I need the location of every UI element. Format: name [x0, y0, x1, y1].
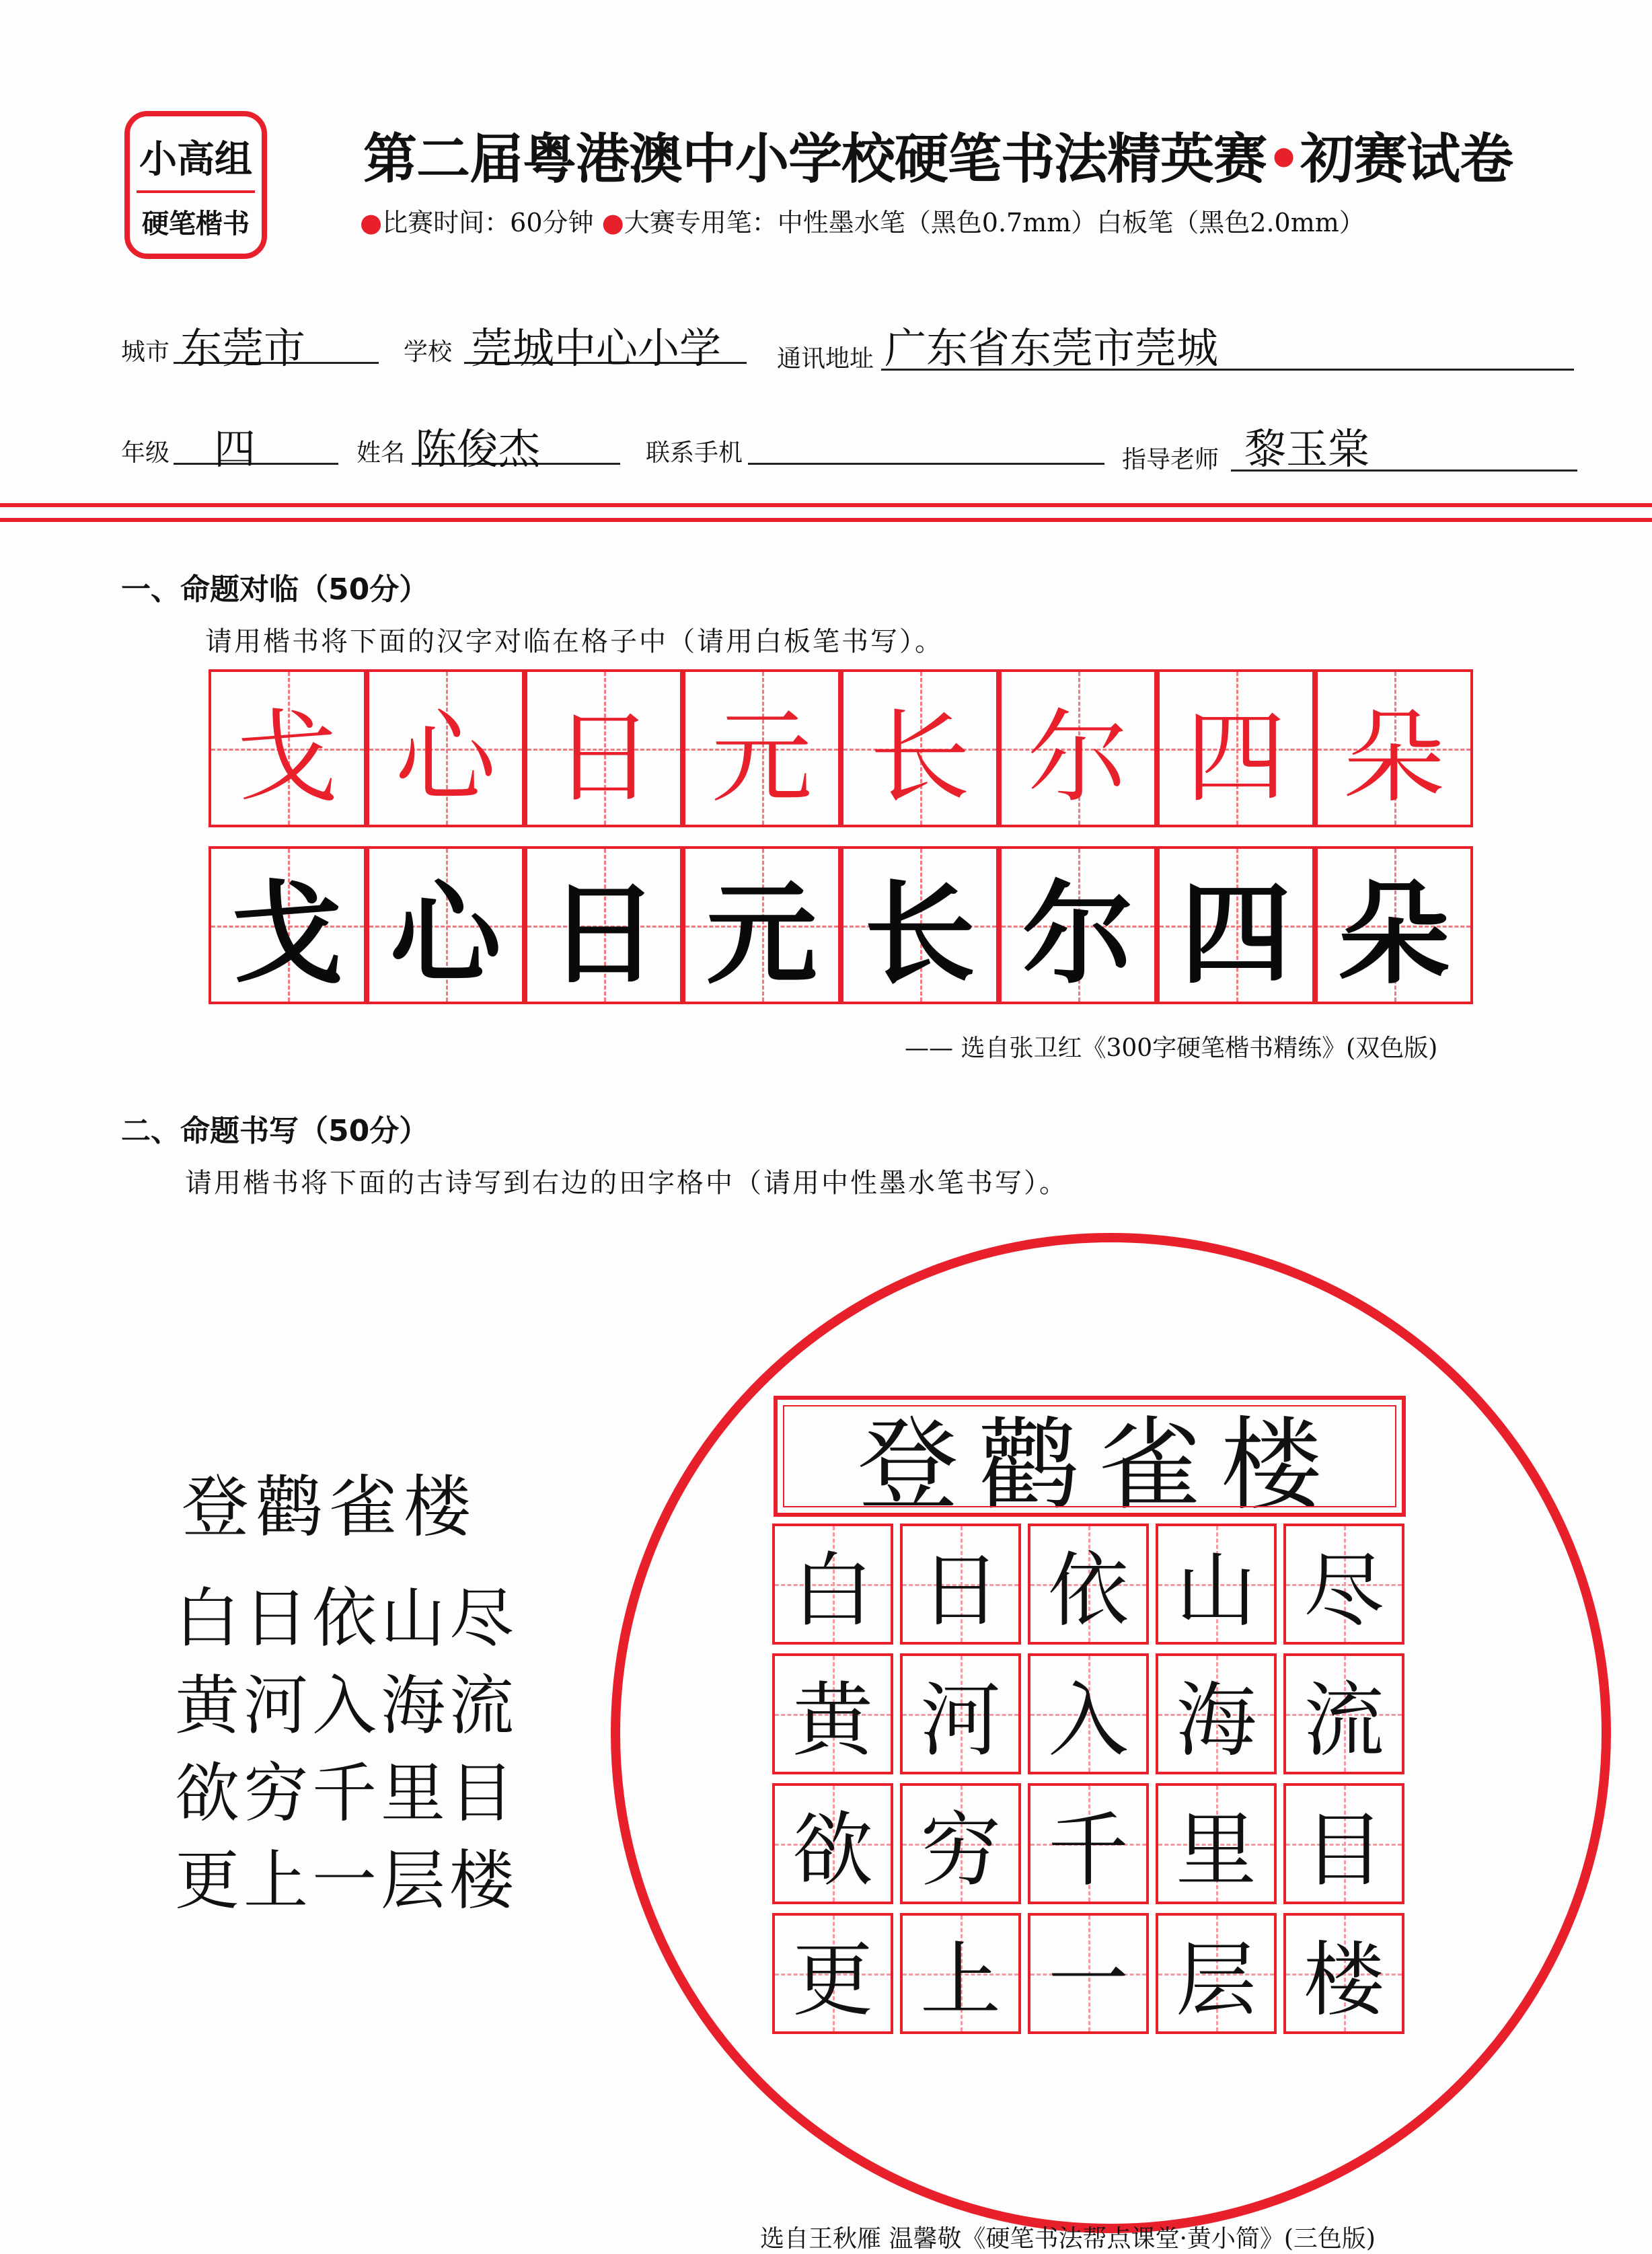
bullet-icon: ●: [360, 208, 383, 237]
model-char: 长: [869, 699, 971, 817]
stamp-group-label: 小高组: [139, 138, 252, 182]
city-field[interactable]: [174, 315, 379, 373]
teacher-value: 黎玉棠: [1244, 424, 1370, 474]
address-label: 通讯地址: [777, 345, 874, 373]
written-char: 欲: [792, 1804, 873, 1898]
written-char: 四: [1180, 870, 1291, 999]
city-value: 东莞市: [180, 324, 306, 373]
name-value: 陈俊杰: [415, 424, 541, 474]
poem-grid-cell[interactable]: [772, 1653, 893, 1774]
bullet-icon: ●: [601, 208, 624, 237]
page-title: [363, 116, 1513, 193]
poem-line: 白日依山尽: [175, 1581, 518, 1656]
written-char: 目: [1304, 1804, 1384, 1898]
written-char: 更: [792, 1934, 873, 2027]
written-char: 元: [706, 870, 817, 999]
written-char-cell[interactable]: [1315, 846, 1473, 1004]
written-char: 上: [920, 1934, 1001, 2027]
written-char: 依: [1048, 1544, 1129, 1638]
time-label: 比赛时间：60分钟: [382, 208, 594, 237]
model-char: 日: [553, 699, 654, 817]
pen-label: 大赛专用笔：中性墨水笔（黑色0.7mm）白板笔（黑色2.0mm）: [624, 208, 1365, 237]
written-char: 尔: [1022, 870, 1133, 999]
written-char-cell[interactable]: [525, 846, 683, 1004]
written-char: 里: [1176, 1804, 1256, 1898]
model-char-cell: [841, 669, 999, 827]
name-field[interactable]: [412, 416, 620, 474]
school-label: 学校: [404, 338, 453, 366]
poem-grid-cell[interactable]: [1156, 1783, 1277, 1904]
school-field[interactable]: [464, 315, 747, 373]
poem-grid-row: [772, 1913, 1411, 2034]
poem-grid-cell[interactable]: [1156, 1653, 1277, 1774]
written-char: 流: [1304, 1674, 1384, 1768]
model-char-cell: [367, 669, 525, 827]
section1-instruction: 请用楷书将下面的汉字对临在格子中（请用白板笔书写）。: [205, 626, 944, 657]
written-char-cell[interactable]: [841, 846, 999, 1004]
model-char: 戈: [237, 699, 338, 817]
poem-grid-cell[interactable]: [1028, 1913, 1149, 2034]
grade-field[interactable]: [174, 416, 338, 474]
written-char: 层: [1176, 1934, 1256, 2027]
model-char: 朵: [1343, 699, 1445, 817]
grade-label: 年级: [121, 439, 170, 467]
school-value: 莞城中心小学: [471, 324, 722, 373]
written-char: 白: [792, 1544, 873, 1638]
poem-grid-cell[interactable]: [1028, 1783, 1149, 1904]
model-char-cell: [999, 669, 1157, 827]
written-char: 尽: [1304, 1544, 1384, 1638]
section2-source-credit: 选自王秋雁 温馨敬《硬笔书法帮点课堂·黄小简》(三色版): [760, 2225, 1376, 2253]
name-label: 姓名: [356, 439, 406, 467]
poem-line: 更上一层楼: [175, 1843, 518, 1918]
written-char: 海: [1176, 1674, 1256, 1768]
poem-grid-cell[interactable]: [900, 1783, 1021, 1904]
poem-grid-cell[interactable]: [900, 1913, 1021, 2034]
written-char: 戈: [232, 870, 343, 999]
written-char: 河: [920, 1674, 1001, 1768]
written-title: 登鹳雀楼: [857, 1407, 1342, 1524]
poem-grid-cell[interactable]: [1028, 1524, 1149, 1645]
section2-heading: 二、命题书写（50分）: [121, 1114, 429, 1148]
written-char-cell[interactable]: [1157, 846, 1315, 1004]
written-char-cell[interactable]: [683, 846, 841, 1004]
poem-grid-cell[interactable]: [1028, 1653, 1149, 1774]
poem-grid-cell[interactable]: [1156, 1913, 1277, 2034]
poem-grid-cell[interactable]: [1283, 1524, 1404, 1645]
written-char: 心: [390, 870, 501, 999]
header-divider: [0, 518, 1652, 522]
phone-label: 联系手机: [646, 439, 743, 467]
written-char: 日: [548, 870, 659, 999]
poem-line: 黄河入海流: [175, 1668, 518, 1743]
model-char-cell: [1315, 669, 1473, 827]
model-char-row: [209, 669, 1473, 827]
written-char: 朵: [1339, 870, 1450, 999]
written-char: 黄: [792, 1674, 873, 1768]
written-char: 日: [920, 1544, 1001, 1638]
header-divider: [0, 503, 1652, 507]
phone-field[interactable]: [748, 416, 1104, 465]
poem-title: 登鹳雀楼: [182, 1468, 478, 1546]
poem-grid-cell[interactable]: [772, 1783, 893, 1904]
poem-grid-cell[interactable]: [1283, 1783, 1404, 1904]
stamp-divider: [137, 190, 255, 193]
poem-grid-row: [772, 1653, 1411, 1774]
teacher-field[interactable]: [1231, 422, 1577, 472]
poem-line: 欲穷千里目: [175, 1756, 518, 1831]
section1-source-credit: —— 选自张卫红《300字硬笔楷书精练》(双色版): [905, 1035, 1438, 1062]
model-char: 四: [1185, 699, 1287, 817]
exam-rules-line: [360, 202, 1365, 239]
poem-grid-cell[interactable]: [1156, 1524, 1277, 1645]
model-char-cell: [209, 669, 367, 827]
written-char-cell[interactable]: [367, 846, 525, 1004]
poem-grid-cell[interactable]: [900, 1653, 1021, 1774]
written-char-row: [209, 846, 1473, 1004]
poem-grid-cell[interactable]: [772, 1524, 893, 1645]
grade-value: 四: [214, 424, 256, 474]
written-char: 入: [1048, 1674, 1129, 1768]
group-stamp: [124, 111, 267, 259]
section1-heading: 一、命题对临（50分）: [121, 572, 429, 607]
poem-grid-cell[interactable]: [772, 1913, 893, 2034]
title-separator: •: [1267, 128, 1301, 190]
model-char-cell: [1157, 669, 1315, 827]
poem-grid-row: [772, 1524, 1411, 1645]
poem-grid-cell[interactable]: [1283, 1653, 1404, 1774]
model-char: 心: [395, 699, 496, 817]
stamp-category-label: 硬笔楷书: [142, 208, 250, 239]
address-value: 广东省东莞市莞城: [885, 324, 1219, 373]
model-char-cell: [525, 669, 683, 827]
city-label: 城市: [121, 338, 170, 366]
title-main: 第二届粤港澳中小学校硬笔书法精英赛: [363, 128, 1267, 190]
title-suffix: 初赛试卷: [1300, 128, 1513, 190]
written-char-cell[interactable]: [209, 846, 367, 1004]
poem-grid-cell[interactable]: [1283, 1913, 1404, 2034]
address-field[interactable]: [881, 322, 1574, 371]
written-char: 一: [1048, 1934, 1129, 2027]
poem-grid-row: [772, 1783, 1411, 1904]
written-char: 长: [864, 870, 975, 999]
teacher-label: 指导老师: [1122, 446, 1219, 474]
model-char: 元: [711, 699, 813, 817]
written-char: 楼: [1304, 1934, 1384, 2027]
model-char: 尔: [1027, 699, 1129, 817]
written-char-cell[interactable]: [999, 846, 1157, 1004]
written-char: 千: [1048, 1804, 1129, 1898]
section2-instruction: 请用楷书将下面的古诗写到右边的田字格中（请用中性墨水笔书写）。: [185, 1168, 1068, 1199]
poem-grid-cell[interactable]: [900, 1524, 1021, 1645]
model-char-cell: [683, 669, 841, 827]
written-char: 穷: [920, 1804, 1001, 1898]
written-char: 山: [1176, 1544, 1256, 1638]
written-title-box[interactable]: [774, 1396, 1406, 1524]
